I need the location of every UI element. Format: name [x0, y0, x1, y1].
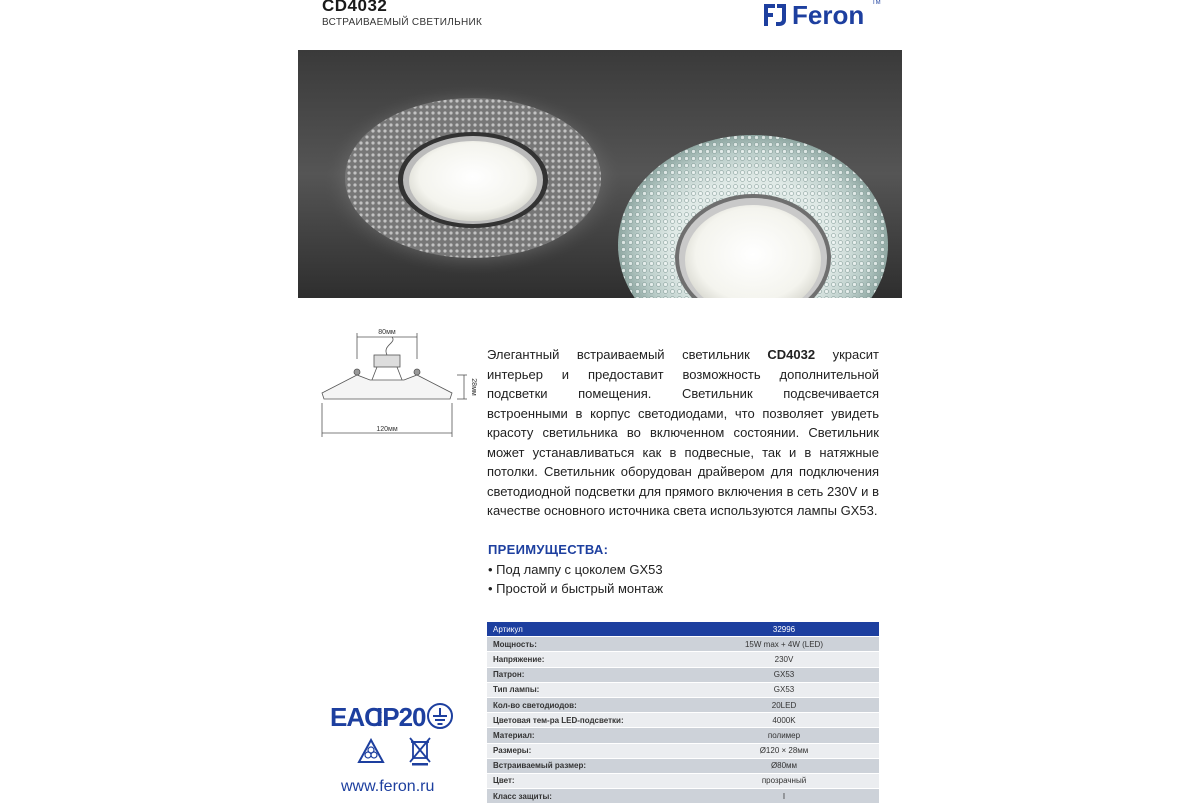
table-row [487, 789, 879, 804]
table-row [487, 622, 879, 637]
table-row [487, 682, 879, 697]
table-row [487, 652, 879, 667]
model-title: CD4032 [322, 0, 388, 15]
spec-value: 230V [689, 652, 879, 667]
spec-value: GX53 [689, 667, 879, 682]
spec-label: Мощность: [487, 637, 689, 652]
website-url[interactable]: www.feron.ru [341, 778, 435, 795]
spec-label: Размеры: [487, 743, 689, 758]
ground-icon [426, 702, 454, 730]
spec-value: Ø80мм [689, 758, 879, 773]
dim-bottom-label: 120мм [376, 426, 398, 433]
spec-label: Тип лампы: [487, 682, 689, 697]
dimension-drawing [312, 325, 480, 445]
desc-text-rest: украсит интерьер и предоставит возможность дополнительной подсветки помещения. Светильник подсвечивается встроенными в корпус светодиодами, что позволяет увидеть красоту светильника во включенном состоянии. Светильник может устанавливаться как в подвесные, так и в натяжные потолки. Светильник оборудован драйвером для подключения светодиодной подсветки для прямого включения в сеть 230V и в качестве основного источника света используются лампы GX53. [487, 347, 879, 518]
spec-value: 32996 [689, 622, 879, 637]
eac-mark: EAC [330, 702, 382, 732]
table-row [487, 773, 879, 788]
warning-triangle-icon [357, 738, 385, 764]
spec-label: Кол-во светодиодов: [487, 697, 689, 712]
trademark: TM [872, 0, 881, 6]
spec-label: Встраиваемый размер: [487, 758, 689, 773]
weee-bin-icon [408, 736, 432, 766]
spec-label: Цветовая тем-ра LED-подсветки: [487, 713, 689, 728]
advantage-item: • Под лампу с цоколем GX53 [488, 560, 663, 579]
spec-label: Артикул [487, 622, 689, 637]
advantages-list [488, 560, 663, 598]
table-row [487, 728, 879, 743]
desc-model: CD4032 [767, 347, 816, 362]
spec-value: прозрачный [689, 773, 879, 788]
spec-label: Напряжение: [487, 652, 689, 667]
product-photo [298, 50, 902, 298]
table-row [487, 667, 879, 682]
table-row [487, 697, 879, 712]
spec-value: Ø120 × 28мм [689, 743, 879, 758]
ip-rating: IP20 [376, 702, 426, 732]
dim-side-label: 28мм [470, 378, 477, 396]
feron-logo-icon [762, 2, 788, 28]
feron-logo [762, 0, 864, 30]
brand-name: Feron [792, 0, 865, 30]
advantages-title: ПРЕИМУЩЕСТВА: [488, 542, 609, 557]
table-row [487, 758, 879, 773]
spec-label: Класс защиты: [487, 789, 689, 804]
spec-value: 20LED [689, 697, 879, 712]
table-row [487, 743, 879, 758]
spec-table [487, 622, 879, 804]
desc-text-start: Элегантный встраиваемый светильник [487, 347, 768, 362]
spec-label: Патрон: [487, 667, 689, 682]
spec-value: I [689, 789, 879, 804]
product-description [487, 345, 879, 521]
product-subtitle: ВСТРАИВАЕМЫЙ СВЕТИЛЬНИК [322, 17, 483, 28]
advantage-item: • Простой и быстрый монтаж [488, 579, 663, 598]
spec-value: полимер [689, 728, 879, 743]
spec-label: Цвет: [487, 773, 689, 788]
spec-label: Материал: [487, 728, 689, 743]
spec-value: GX53 [689, 682, 879, 697]
spec-value: 4000K [689, 713, 879, 728]
table-row [487, 713, 879, 728]
table-row [487, 637, 879, 652]
spec-value: 15W max + 4W (LED) [689, 637, 879, 652]
dim-top-label: 80мм [378, 329, 396, 336]
